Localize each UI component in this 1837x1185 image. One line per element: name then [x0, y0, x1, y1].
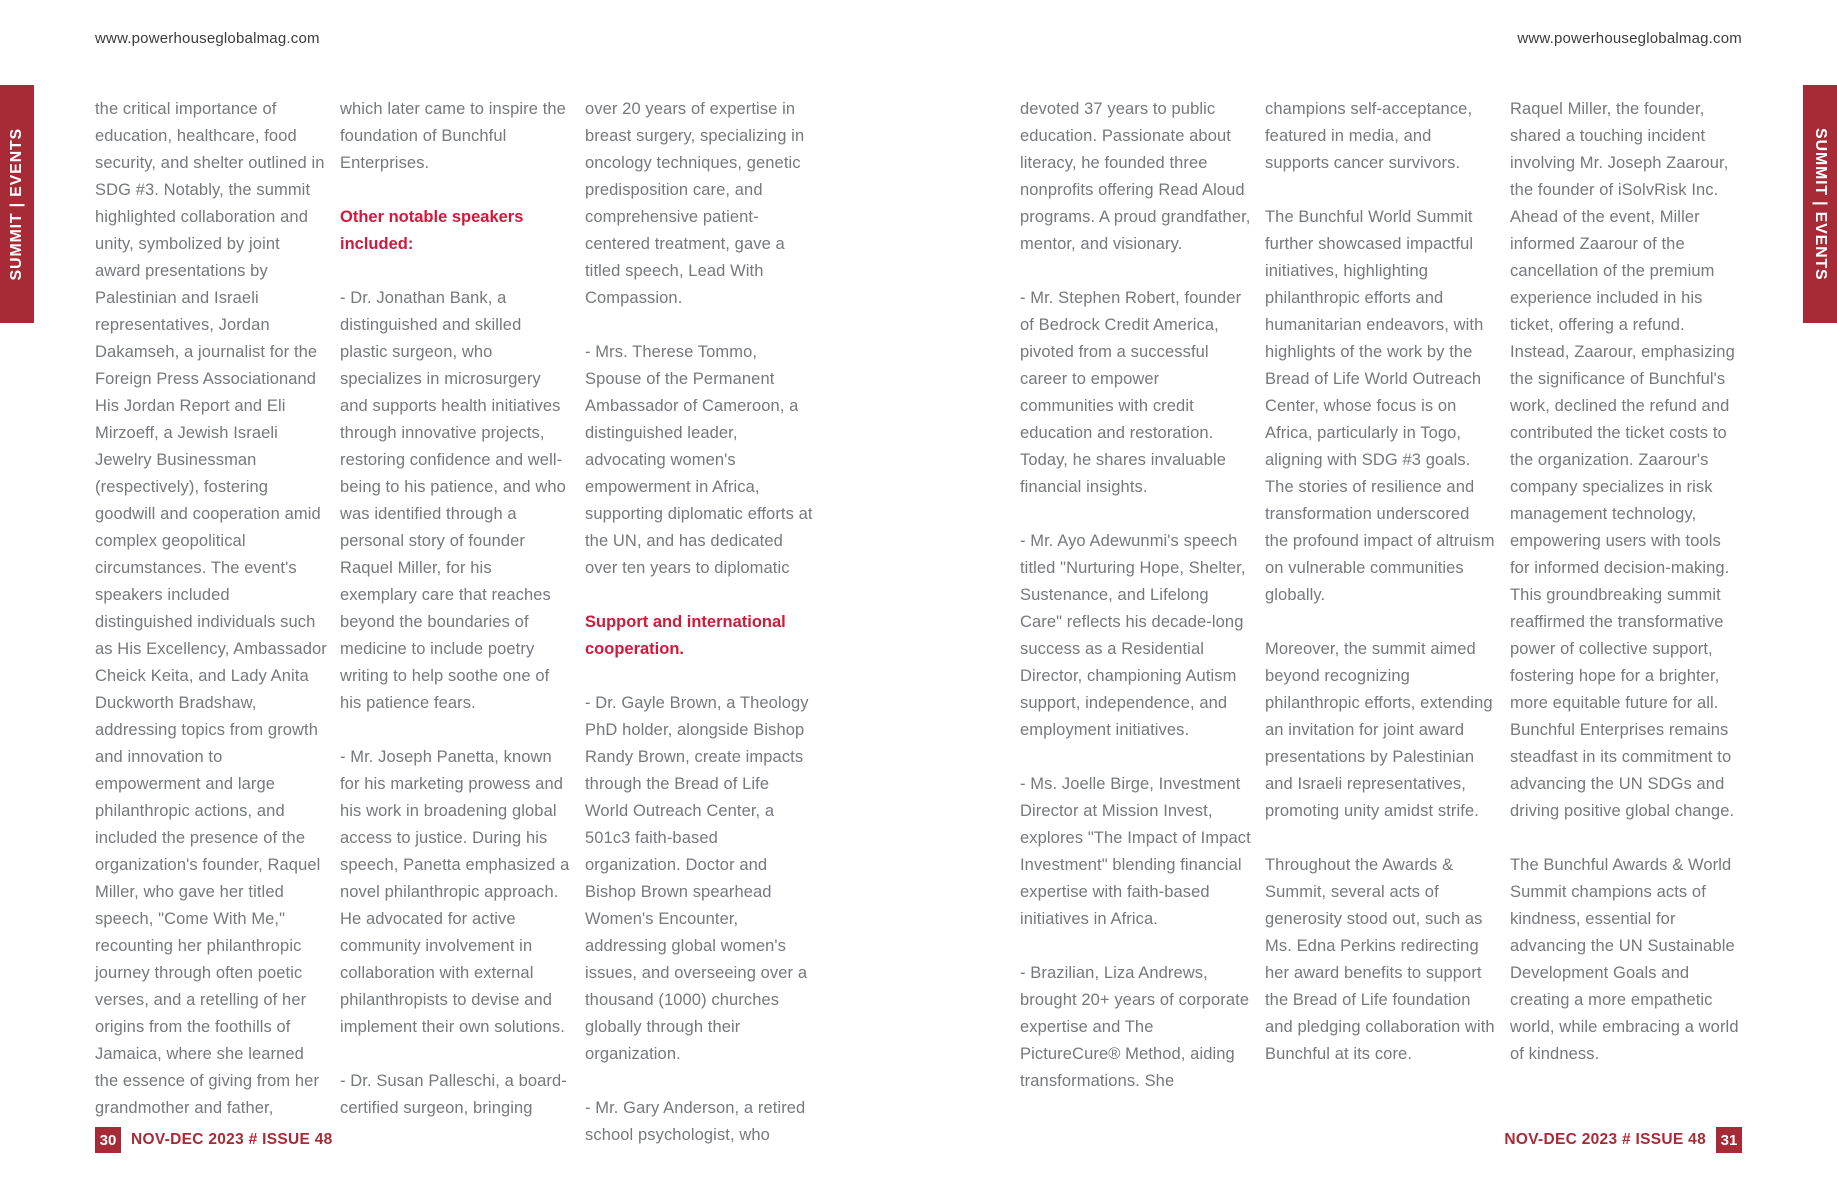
body-paragraph: - Dr. Jonathan Bank, a distinguished and skilled plastic surgeon, who specializes in microsurgery and supports health initiatives through innovative projects, restoring confidence and well-being to his patience, and who was identified through a personal story of founder Raquel Miller, for his exemplary care that reaches beyond the boundaries of medicine to include poetry writing to help soothe one of his patience fears.: [340, 289, 566, 712]
body-paragraph: Raquel Miller, the founder, shared a touching incident involving Mr. Joseph Zaarour, the founder of iSolvRisk Inc. Ahead of the event, Miller informed Zaarour of the cancellation of the premium experience included in his ticket, offering a refund. Instead, Zaarour, emphasizing the significance of Bunchful's work, declined the refund and contributed the ticket costs to the organization. Zaarour's company specializes in risk management technology, empowering users with tools for informed decision-making. This groundbreaking summit reaffirmed the transformative power of collective support, fostering hope for a brighter, more equitable future for all. Bunchful Enterprises remains steadfast in its commitment to advancing the UN SDGs and driving positive global change.: [1510, 100, 1735, 820]
body-paragraph: - Brazilian, Liza Andrews, brought 20+ years of corporate expertise and The PictureCure® Method, aiding transformations. She: [1020, 964, 1250, 1090]
body-paragraph: The Bunchful World Summit further showcased impactful initiatives, highlighting philanthropic efforts and humanitarian endeavors, with highlights of the work by the Bread of Life World Outreach Center, whose focus is on Africa, particularly in Togo, aligning with SDG #3 goals. The stories of resilience and transformation underscored the profound impact of altruism on vulnerable communities globally.: [1265, 208, 1495, 604]
left-issue-label: NOV-DEC 2023 # ISSUE 48: [131, 1131, 333, 1148]
body-paragraph: over 20 years of expertise in breast surgery, specializing in oncology techniques, genetic predisposition care, and comprehensive patient-centered treatment, gave a titled speech, Lead With Compassion.: [585, 100, 805, 307]
body-paragraph: - Mr. Stephen Robert, founder of Bedrock Credit America, pivoted from a successful career to empower communities with credit education and restoration. Today, he shares invaluable financial insights.: [1020, 289, 1242, 496]
left-section-tab-label: SUMMIT | EVENTS: [8, 127, 25, 281]
left-page-columns: [95, 96, 817, 1176]
left-page-number-badge: 30: [95, 1127, 121, 1153]
right-section-tab: [1803, 85, 1837, 323]
body-paragraph: Throughout the Awards & Summit, several acts of generosity stood out, such as Ms. Edna Perkins redirecting her award benefits to support the Bread of Life foundation and pledging collaboration with Bunchful at its core.: [1265, 856, 1495, 1063]
section-heading: Support and international cooperation.: [585, 613, 786, 658]
left-page-footer: [95, 1127, 333, 1153]
text-column: [1020, 96, 1252, 1122]
body-paragraph: - Mr. Ayo Adewunmi's speech titled "Nurturing Hope, Shelter, Sustenance, and Lifelong Care" reflects his decade-long success as a Residential Director, championing Autism support, independence, and employment initiatives.: [1020, 532, 1246, 739]
right-page-number-badge: 31: [1716, 1127, 1742, 1153]
section-heading: Other notable speakers included:: [340, 208, 524, 253]
left-page-header-url: www.powerhouseglobalmag.com: [95, 30, 320, 47]
text-column: [340, 96, 572, 1176]
text-column: [1265, 96, 1497, 1122]
body-paragraph: Moreover, the summit aimed beyond recognizing philanthropic efforts, extending an invitation for joint award presentations by Palestinian and Israeli representatives, promoting unity amidst strife.: [1265, 640, 1493, 820]
body-paragraph: champions self-acceptance, featured in media, and supports cancer survivors.: [1265, 100, 1473, 172]
right-page-header-url: www.powerhouseglobalmag.com: [1517, 30, 1742, 47]
body-paragraph: - Ms. Joelle Birge, Investment Director at Mission Invest, explores "The Impact of Impact Investment" blending financial expertise with faith-based initiatives in Africa.: [1020, 775, 1251, 928]
body-paragraph: - Mr. Gary Anderson, a retired school psychologist, who: [585, 1099, 806, 1144]
right-section-tab-label: SUMMIT | EVENTS: [1812, 127, 1829, 281]
body-paragraph: - Mrs. Therese Tommo, Spouse of the Permanent Ambassador of Cameroon, a distinguished leader, advocating women's empowerment in Africa, supporting diplomatic efforts at the UN, and has dedicated over ten years to diplomatic: [585, 343, 813, 577]
body-paragraph: - Dr. Gayle Brown, a Theology PhD holder, alongside Bishop Randy Brown, create impacts through the Bread of Life World Outreach Center, a 501c3 faith-based organization. Doctor and Bishop Brown spearhead Women's Encounter, addressing global women's issues, and overseeing over a thousand (1000) churches globally through their organization.: [585, 694, 809, 1063]
body-paragraph: - Dr. Susan Palleschi, a board-certified surgeon, bringing: [340, 1072, 567, 1117]
body-paragraph: The Bunchful Awards & World Summit champions acts of kindness, essential for advancing the UN Sustainable Development Goals and creating a more empathetic world, while embracing a world of kindness.: [1510, 856, 1739, 1063]
body-paragraph: devoted 37 years to public education. Passionate about literacy, he founded three nonprofits offering Read Aloud programs. A proud grandfather, mentor, and visionary.: [1020, 100, 1251, 253]
body-paragraph: - Mr. Joseph Panetta, known for his marketing prowess and his work in broadening global access to justice. During his speech, Panetta emphasized a novel philanthropic approach. He advocated for active community involvement in collaboration with external philanthropists to devise and implement their own solutions.: [340, 748, 570, 1036]
text-column: [95, 96, 327, 1176]
left-section-tab: [0, 85, 34, 323]
right-page-columns: [1020, 96, 1742, 1122]
right-page-footer: [1504, 1127, 1742, 1153]
right-issue-label: NOV-DEC 2023 # ISSUE 48: [1504, 1131, 1706, 1148]
body-paragraph: the critical importance of education, healthcare, food security, and shelter outlined in SDG #3. Notably, the summit highlighted collaboration and unity, symbolized by joint award presentations by Palestinian and Israeli representatives, Jordan Dakamseh, a journalist for the Foreign Press Associationand His Jordan Report and Eli Mirzoeff, a Jewish Israeli Jewelry Businessman (respectively), fostering goodwill and cooperation amid complex geopolitical circumstances. The event's speakers included distinguished individuals such as His Excellency, Ambassador Cheick Keita, and Lady Anita Duckworth Bradshaw, addressing topics from growth and innovation to empowerment and large philanthropic actions, and included the presence of the organization's founder, Raquel Miller, who gave her titled speech, "Come With Me," recounting her philanthropic journey through often poetic verses, and a retelling of her origins from the foothills of Jamaica, where she learned the essence of giving from her grandmother and father,: [95, 100, 327, 1117]
body-paragraph: which later came to inspire the foundation of Bunchful Enterprises.: [340, 100, 566, 172]
text-column: [1510, 96, 1742, 1122]
text-column: [585, 96, 817, 1176]
